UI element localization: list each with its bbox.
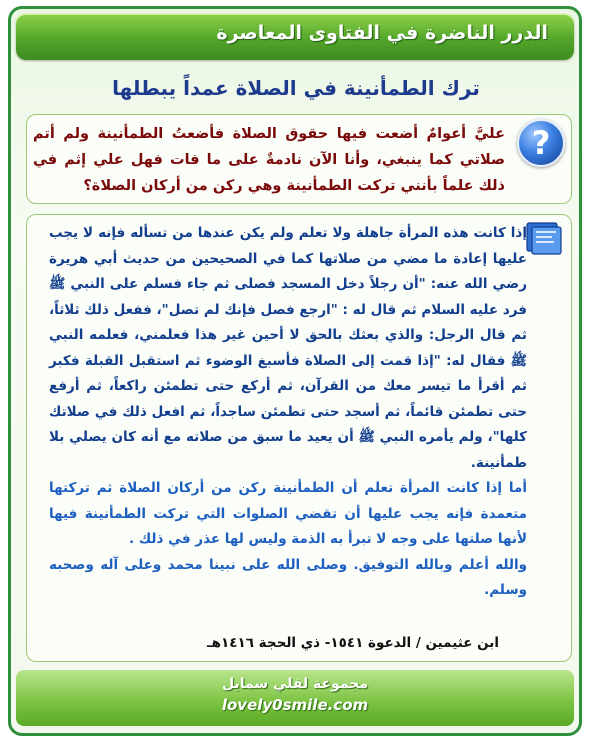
answer-box xyxy=(26,214,572,662)
footer-site-name: مجموعة لفلي سمايل xyxy=(221,676,369,692)
footer-site-url[interactable]: lovely0smile.com xyxy=(221,696,369,714)
question-box xyxy=(26,114,572,204)
answer-paragraph-2: أما إذا كانت المرأة تعلم أن الطمأنينة ركن من أركان الصلاة ثم تركتها متعمدة فإنه يجب عليها أن تقضي الصلوات التي تركت الطمأنينة فيها لأنها صلتها على وجه لا تبرأ به الذمة وليس لها عذر في ذلك . xyxy=(49,480,527,547)
header-title: الدرر الناضرة في الفتاوى المعاصرة xyxy=(216,22,548,44)
fatwa-source: ابن عثيمين / الدعوة ١٥٤١- ذي الحجة ١٤١٦هـ xyxy=(207,635,499,651)
question-mark-icon: ? xyxy=(517,119,565,167)
answer-text xyxy=(49,221,527,604)
question-text: عليَّ أعوامٌ أضعت فيها حقوق الصلاة فأضعتُ الطمأنينة ولم أتم صلاتي كما ينبغي، وأنا الآن نادمةٌ على ما فات فهل علي إثم في ذلك علماً بأنني تركت الطمأنينة وهي ركن من أركان الصلاة؟ xyxy=(33,126,505,194)
answer-paragraph-3: والله أعلم وبالله التوفيق. وصلى الله على نبينا محمد وعلى آله وصحبه وسلم. xyxy=(49,556,527,598)
footer-band xyxy=(16,670,574,726)
answer-paragraph-1: إذا كانت هذه المرأة جاهلة ولا تعلم ولم يكن عندها من تسأله فإنه لا يجب عليها إعادة ما مضي من صلاتها كما في الصحيحين من حديث أبي هريرة رضي الله عنه: "أن رجلاً دخل المسجد فصلى ثم جاء فسلم على النبي ﷺ فرد عليه السلام ثم قال له : "ارجع فصل فإنك لم تصل"، ففعل ذلك ثلاثاً، ثم قال الرجل: والذي بعثك بالحق لا أحين غير هذا فعلمني، فعلمه النبي ﷺ فقال له: "إذا قمت إلى الصلاة فأسبغ الوضوء ثم استقبل القبلة فكبر ثم أقرأ ما تيسر معك من القرآن، ثم أركع حتى تطمئن راكعاً، ثم أرفع حتى تطمئن قائماً، ثم أسجد حتى تطمئن ساجداً، ثم افعل ذلك في صلاتك كلها"، ولم يأمره النبي ﷺ أن يعيد ما سبق من صلاته مع أنه كان يصلي بلا طمأنينة. xyxy=(49,225,527,471)
header-bar xyxy=(16,14,574,60)
fatwa-title: ترك الطمأنينة في الصلاة عمداً يبطلها xyxy=(112,76,480,100)
book-icon xyxy=(523,219,565,257)
